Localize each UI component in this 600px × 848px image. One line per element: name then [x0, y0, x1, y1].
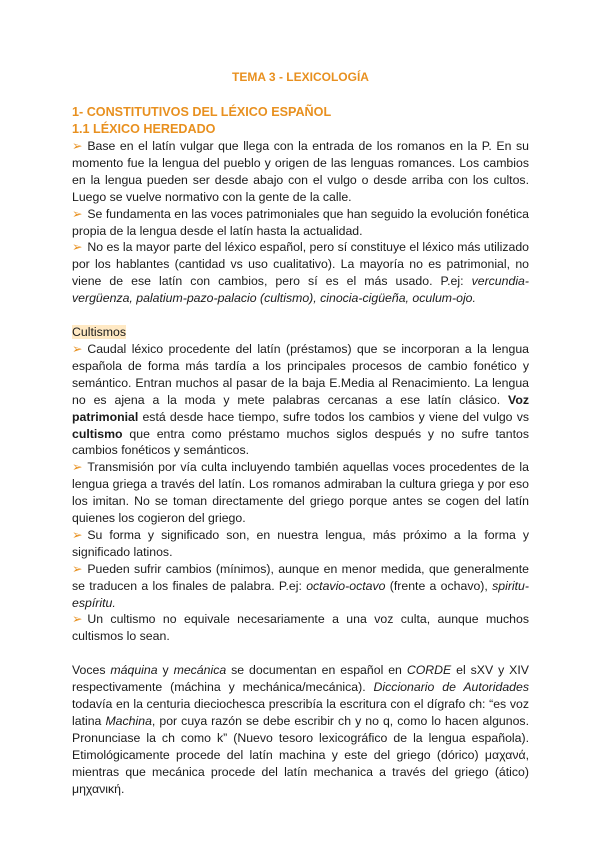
paragraph-b3: ➢ No es la mayor parte del léxico español, pero sí constituye el léxico más utilizado por los hablantes (cantidad vs uso cualitativo). La mayoría no es patrimonial, no viene de ese latín con cambios, pero sí es el más usado. P.ej: vercundia-vergüenza, palatium-pazo-palacio (cultismo), cinocia-cigüeña, oculum-ojo. — [72, 240, 529, 306]
document-title: TEMA 3 - LEXICOLOGÍA — [232, 70, 369, 84]
arrow-bullet-icon: ➢ — [72, 341, 83, 356]
cultismos-heading: Cultismos — [72, 325, 126, 340]
paragraph-c1: ➢ Caudal léxico procedente del latín (préstamos) que se incorporan a la lengua española de forma más tardía a los principales procesos de cambio fonético y semántico. Entran muchos al pasar de la baja E.Media al Renacimiento. La lengua no es ajena a la moda y mete palabras cercanas a ese latín clásico. Voz patrimonial está desde hace tiempo, sufre todos los cambios y viene del vulgo vs cultismo que entra como préstamo muchos siglos después y no sufre tantos cambios fonéticos y semánticos. — [72, 341, 529, 458]
paragraph-b1: ➢ Base en el latín vulgar que llega con la entrada de los romanos en la P. En su momento fue la lengua del pueblo y origen de las lenguas romances. Los cambios en la lengua pueden ser desde abajo con el vulgo o desde arriba con los cultos. Luego se vuelve normativo con la gente de la calle. — [72, 139, 529, 204]
paragraph-c5: ➢ Un cultismo no equivale necesariamente a una voz culta, aunque muchos cultismos lo sean. — [72, 612, 529, 644]
arrow-bullet-icon: ➢ — [72, 139, 83, 153]
section-heading: 1- CONSTITUTIVOS DEL LÉXICO ESPAÑOL — [72, 105, 332, 119]
paragraph-c3: ➢ Su forma y significado son, en nuestra lengua, más próximo a la forma y significado latinos. — [72, 527, 529, 559]
subsection-heading: 1.1 LÉXICO HEREDADO — [72, 122, 216, 136]
arrow-bullet-icon: ➢ — [72, 206, 83, 221]
paragraph-c4: ➢ Pueden sufrir cambios (mínimos), aunque en menor medida, que generalmente se traducen a los finales de palabra. P.ej: octavio-octavo (frente a ochavo), spiritu-espíritu. — [72, 561, 529, 610]
paragraph-b2: ➢ Se fundamenta en las voces patrimoniales que han seguido la evolución fonética propia de la lengua desde el latín hasta la actualidad. — [72, 206, 529, 238]
paragraph-final: Voces máquina y mecánica se documentan en español en CORDE el sXV y XIV respectivamente (máchina y mechánica/mecánica). Diccionario de Autoridades todavía en la centuria dieciochesca prescribía la escritura con el dígrafo ch: “es voz latina Machina, por cuya razón se debe escribir ch y no q, como lo hacen algunos. Pronunciase la ch como k” (Nuevo tesoro lexicográfico de la lengua española). Etimológicamente procede del latín machina y este del griego (dórico) μαχανά, mientras que mecánica procede del latín mechanica a través del griego (ático) μηχανική. — [72, 663, 529, 796]
arrow-bullet-icon: ➢ — [72, 612, 83, 627]
examples: vercundia-vergüenza, palatium-pazo-palacio (cultismo), cinocia-cigüeña, oculum-ojo. — [72, 274, 529, 306]
paragraph-c2: ➢ Transmisión por vía culta incluyendo también aquellas voces procedentes de la lengua griega a través del latín. Los romanos admiraban la cultura griega y por eso los imitan. No se toman directamente del griego porque antes se cogen del latín quienes los cogieron del griego. — [72, 460, 529, 526]
arrow-bullet-icon: ➢ — [72, 527, 83, 542]
arrow-bullet-icon: ➢ — [72, 240, 83, 255]
arrow-bullet-icon: ➢ — [72, 460, 83, 475]
arrow-bullet-icon: ➢ — [72, 561, 83, 576]
